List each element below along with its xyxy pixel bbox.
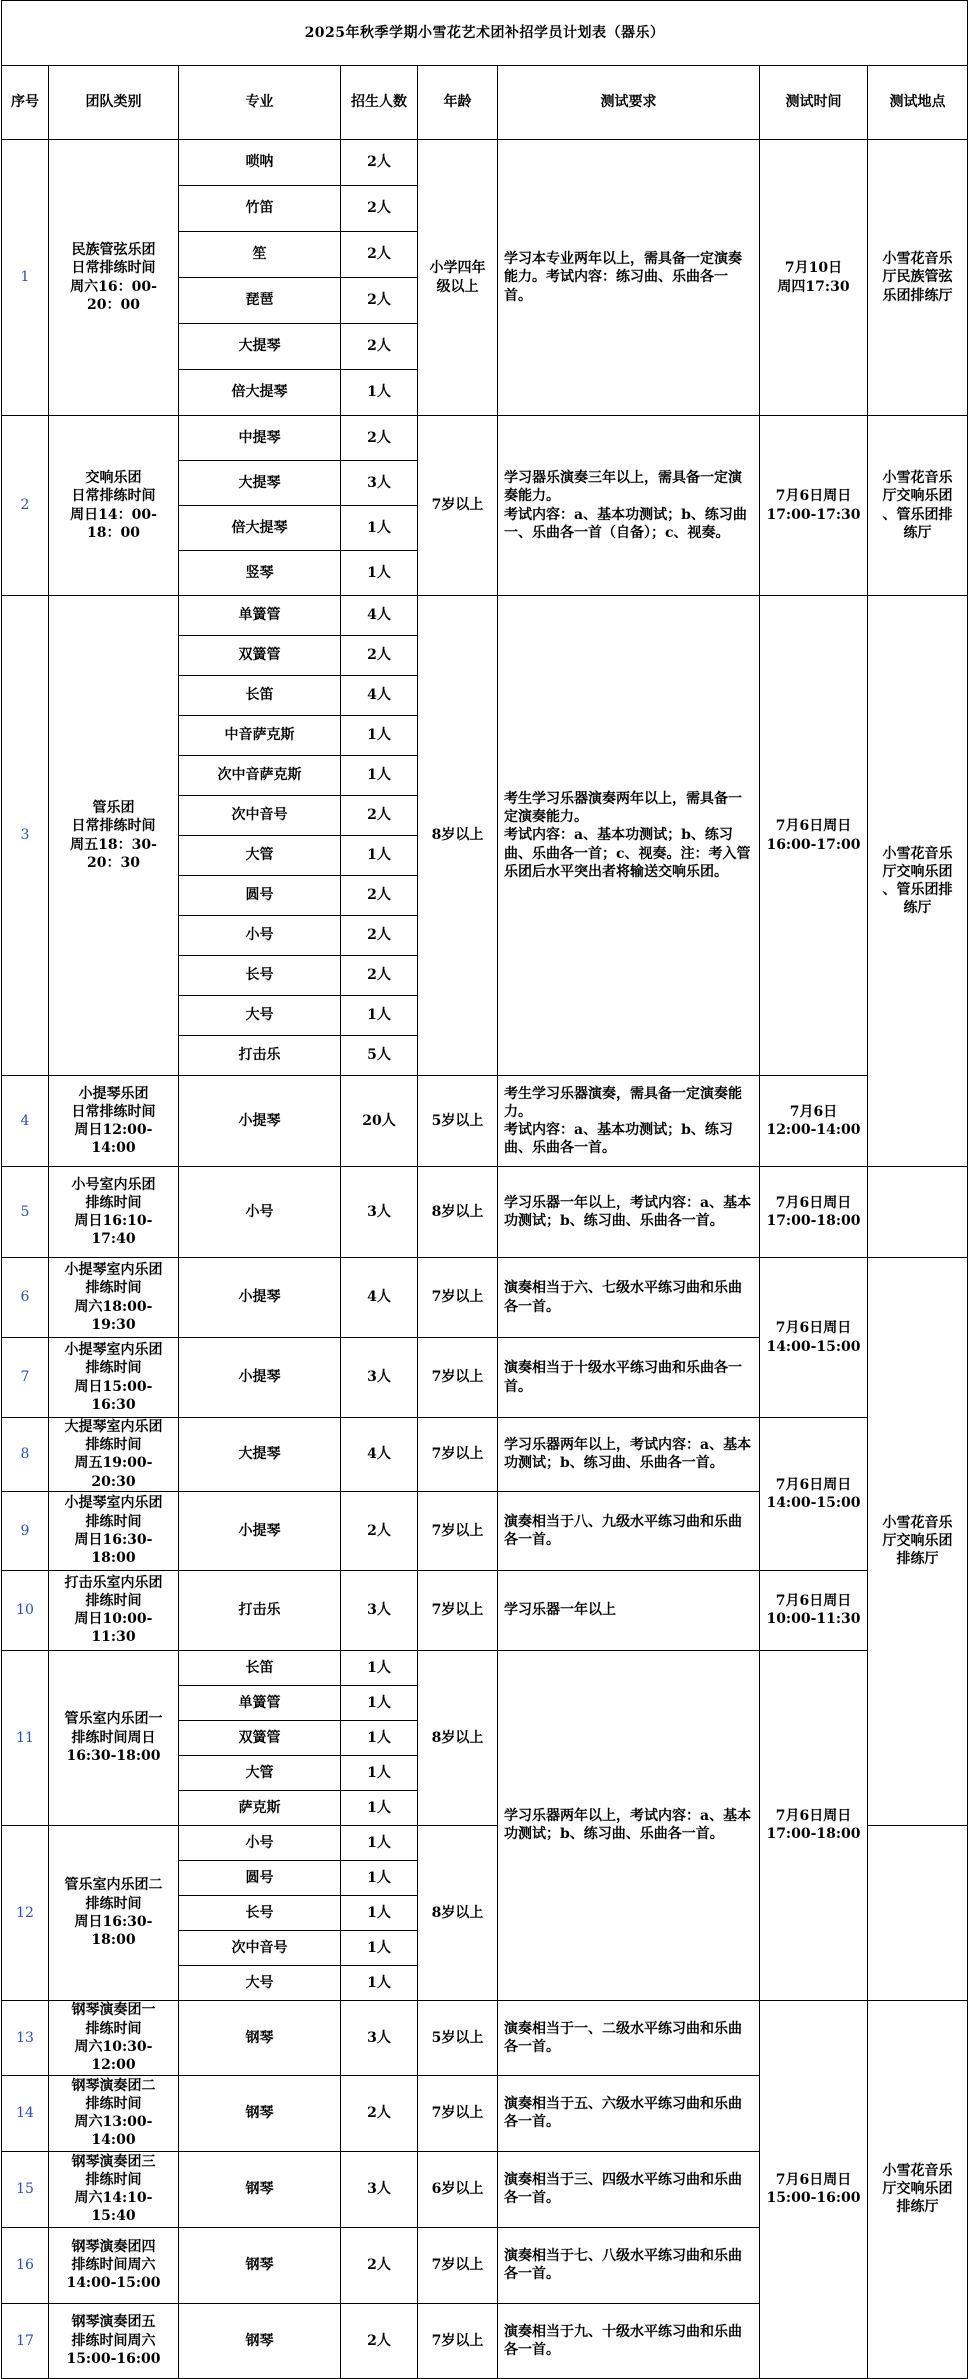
requirement-cell: 学习乐器一年以上，考试内容：a、基本功测试；b、练习曲、乐曲各一首。 [498,1167,760,1258]
requirement-cell: 学习乐器一年以上 [498,1570,760,1650]
quota-cell: 1人 [341,1825,418,1860]
quota-cell: 1人 [341,756,418,796]
major-cell: 钢琴 [179,2227,341,2303]
test-time-cell: 7月6日周日 15:00-16:00 [760,2000,868,2378]
row-number: 5 [2,1167,49,1258]
age-cell: 7岁以上 [418,1491,498,1570]
major-cell: 次中音号 [179,1930,341,1965]
team-category: 管乐室内乐团一 排练时间周日 16:30-18:00 [49,1650,179,1825]
header-row [2,66,968,140]
age-cell: 7岁以上 [418,1338,498,1418]
table-row [2,1650,968,1685]
team-category: 钢琴演奏团三 排练时间 周六14:10- 15:40 [49,2151,179,2227]
requirement-cell: 演奏相当于九、十级水平练习曲和乐曲各一首。 [498,2303,760,2378]
major-cell: 双簧管 [179,636,341,676]
major-cell: 单簧管 [179,1685,341,1720]
age-cell: 5岁以上 [418,2000,498,2075]
quota-cell: 1人 [341,716,418,756]
test-place-cell: 小雪花音乐 厅交响乐团 、管乐团排 练厅 [868,596,968,1167]
team-category: 小提琴室内乐团 排练时间 周六18:00- 19:30 [49,1258,179,1338]
major-cell: 长笛 [179,676,341,716]
requirement-cell: 演奏相当于三、四级水平练习曲和乐曲各一首。 [498,2151,760,2227]
table-row [2,1418,968,1492]
header-requirement: 测试要求 [498,66,760,140]
header-major: 专业 [179,66,341,140]
test-place-cell: 小雪花音乐 厅民族管弦 乐团排练厅 [868,140,968,416]
row-number: 8 [2,1418,49,1492]
quota-cell: 4人 [341,1258,418,1338]
major-cell: 单簧管 [179,596,341,636]
quota-cell: 2人 [341,2227,418,2303]
table-row [2,2000,968,2075]
team-category: 交响乐团 日常排练时间 周日14：00- 18：00 [49,416,179,596]
major-cell: 打击乐 [179,1570,341,1650]
table-row [2,1570,968,1650]
age-cell: 7岁以上 [418,1418,498,1492]
major-cell: 小提琴 [179,1258,341,1338]
test-time-cell: 7月6日 12:00-14:00 [760,1076,868,1167]
quota-cell: 2人 [341,796,418,836]
team-category: 钢琴演奏团一 排练时间 周六10:30- 12:00 [49,2000,179,2075]
major-cell: 琵琶 [179,278,341,324]
requirement-cell: 考生学习乐器演奏两年以上，需具备一定演奏能力。 考试内容：a、基本功测试；b、练习曲、乐曲各一首；c、视奏。注：考入管乐团后水平突出者将输送交响乐团。 [498,596,760,1076]
requirement-cell: 学习器乐演奏三年以上，需具备一定演奏能力。 考试内容：a、基本功测试；b、练习曲一、乐曲各一首（自备）；c、视奏。 [498,416,760,596]
row-number: 10 [2,1570,49,1650]
quota-cell: 2人 [341,876,418,916]
table-row [2,596,968,636]
quota-cell: 1人 [341,996,418,1036]
test-time-cell: 7月6日周日 16:00-17:00 [760,596,868,1076]
test-time-cell: 7月10日 周四17:30 [760,140,868,416]
quota-cell: 3人 [341,2151,418,2227]
major-cell: 小提琴 [179,1338,341,1418]
team-category: 钢琴演奏团五 排练时间周六 15:00-16:00 [49,2303,179,2378]
major-cell: 小提琴 [179,1076,341,1167]
plan-table-body [2,1,968,2379]
requirement-cell: 考生学习乐器演奏，需具备一定演奏能力。 考试内容：a、基本功测试；b、练习曲、乐曲各一首。 [498,1076,760,1167]
major-cell: 大号 [179,996,341,1036]
major-cell: 倍大提琴 [179,506,341,551]
quota-cell: 2人 [341,956,418,996]
quota-cell: 3人 [341,1338,418,1418]
quota-cell: 3人 [341,1570,418,1650]
row-number: 14 [2,2075,49,2151]
header-team: 团队类别 [49,66,179,140]
quota-cell: 2人 [341,1491,418,1570]
major-cell: 长号 [179,956,341,996]
team-category: 打击乐室内乐团 排练时间 周日10:00- 11:30 [49,1570,179,1650]
major-cell: 钢琴 [179,2075,341,2151]
table-row [2,1076,968,1167]
major-cell: 大提琴 [179,1418,341,1492]
row-number: 12 [2,1825,49,2000]
quota-cell: 3人 [341,1167,418,1258]
quota-cell: 1人 [341,1755,418,1790]
quota-cell: 4人 [341,596,418,636]
major-cell: 中音萨克斯 [179,716,341,756]
major-cell: 长号 [179,1895,341,1930]
quota-cell: 1人 [341,1860,418,1895]
header-time: 测试时间 [760,66,868,140]
row-number: 6 [2,1258,49,1338]
quota-cell: 4人 [341,1418,418,1492]
age-cell: 7岁以上 [418,1258,498,1338]
quota-cell: 1人 [341,1650,418,1685]
major-cell: 小号 [179,916,341,956]
major-cell: 唢呐 [179,140,341,186]
team-category: 管乐团 日常排练时间 周五18：30- 20：30 [49,596,179,1076]
requirement-cell: 演奏相当于五、六级水平练习曲和乐曲各一首。 [498,2075,760,2151]
quota-cell: 1人 [341,1790,418,1825]
major-cell: 长笛 [179,1650,341,1685]
age-cell: 7岁以上 [418,2303,498,2378]
age-cell: 7岁以上 [418,1570,498,1650]
row-number: 17 [2,2303,49,2378]
major-cell: 竖琴 [179,551,341,596]
team-category: 钢琴演奏团四 排练时间周六 14:00-15:00 [49,2227,179,2303]
age-cell: 7岁以上 [418,2075,498,2151]
major-cell: 小号 [179,1825,341,1860]
team-category: 小提琴乐团 日常排练时间 周日12:00- 14:00 [49,1076,179,1167]
age-cell: 8岁以上 [418,1650,498,1825]
requirement-cell: 演奏相当于一、二级水平练习曲和乐曲各一首。 [498,2000,760,2075]
age-cell: 8岁以上 [418,596,498,1076]
quota-cell: 2人 [341,140,418,186]
major-cell: 大管 [179,1755,341,1790]
team-category: 小提琴室内乐团 排练时间 周日16:30- 18:00 [49,1491,179,1570]
major-cell: 竹笛 [179,186,341,232]
row-number: 11 [2,1650,49,1825]
team-category: 小号室内乐团 排练时间 周日16:10- 17:40 [49,1167,179,1258]
quota-cell: 1人 [341,1895,418,1930]
requirement-cell: 学习乐器两年以上，考试内容：a、基本功测试；b、练习曲、乐曲各一首。 [498,1650,760,2000]
test-time-cell: 7月6日周日 17:00-17:30 [760,416,868,596]
age-cell: 7岁以上 [418,416,498,596]
major-cell: 钢琴 [179,2000,341,2075]
team-category: 民族管弦乐团 日常排练时间 周六16：00- 20：00 [49,140,179,416]
major-cell: 萨克斯 [179,1790,341,1825]
major-cell: 圆号 [179,876,341,916]
page-title: 2025年秋季学期小雪花艺术团补招学员计划表（器乐） [2,1,968,66]
requirement-cell: 学习乐器两年以上，考试内容：a、基本功测试；b、练习曲、乐曲各一首。 [498,1418,760,1492]
major-cell: 倍大提琴 [179,370,341,416]
quota-cell: 1人 [341,1685,418,1720]
major-cell: 大管 [179,836,341,876]
quota-cell: 2人 [341,278,418,324]
major-cell: 中提琴 [179,416,341,461]
major-cell: 小提琴 [179,1491,341,1570]
test-place-cell [868,1825,968,2000]
age-cell: 7岁以上 [418,2227,498,2303]
requirement-cell: 演奏相当于八、九级水平练习曲和乐曲各一首。 [498,1491,760,1570]
row-number: 1 [2,140,49,416]
row-number: 2 [2,416,49,596]
quota-cell: 3人 [341,2000,418,2075]
major-cell: 双簧管 [179,1720,341,1755]
quota-cell: 3人 [341,461,418,506]
major-cell: 钢琴 [179,2151,341,2227]
age-cell: 5岁以上 [418,1076,498,1167]
row-number: 4 [2,1076,49,1167]
quota-cell: 2人 [341,2075,418,2151]
major-cell: 大提琴 [179,324,341,370]
age-cell: 6岁以上 [418,2151,498,2227]
age-cell: 小学四年 级以上 [418,140,498,416]
quota-cell: 4人 [341,676,418,716]
requirement-cell: 演奏相当于六、七级水平练习曲和乐曲各一首。 [498,1258,760,1338]
quota-cell: 2人 [341,416,418,461]
test-place-cell: 小雪花音乐 厅交响乐团 排练厅 [868,2000,968,2378]
test-place-cell [868,1167,968,1258]
quota-cell: 1人 [341,551,418,596]
test-time-cell: 7月6日周日 14:00-15:00 [760,1418,868,1571]
quota-cell: 2人 [341,916,418,956]
test-place-cell: 小雪花音乐 厅交响乐团 排练厅 [868,1258,968,1826]
requirement-cell: 演奏相当于十级水平练习曲和乐曲各一首。 [498,1338,760,1418]
row-number: 9 [2,1491,49,1570]
age-cell: 8岁以上 [418,1825,498,2000]
header-no: 序号 [2,66,49,140]
quota-cell: 1人 [341,1930,418,1965]
team-category: 小提琴室内乐团 排练时间 周日15:00- 16:30 [49,1338,179,1418]
quota-cell: 2人 [341,232,418,278]
major-cell: 小号 [179,1167,341,1258]
header-place: 测试地点 [868,66,968,140]
major-cell: 次中音萨克斯 [179,756,341,796]
title-row [2,1,968,66]
major-cell: 大号 [179,1965,341,2000]
table-row [2,140,968,186]
team-category: 钢琴演奏团二 排练时间 周六13:00- 14:00 [49,2075,179,2151]
quota-cell: 2人 [341,636,418,676]
table-row [2,1167,968,1258]
test-time-cell: 7月6日周日 10:00-11:30 [760,1570,868,1650]
age-cell: 8岁以上 [418,1167,498,1258]
requirement-cell: 学习本专业两年以上，需具备一定演奏能力。考试内容：练习曲、乐曲各一首。 [498,140,760,416]
major-cell: 大提琴 [179,461,341,506]
major-cell: 圆号 [179,1860,341,1895]
quota-cell: 2人 [341,186,418,232]
team-category: 大提琴室内乐团 排练时间 周五19:00- 20:30 [49,1418,179,1492]
quota-cell: 1人 [341,370,418,416]
quota-cell: 2人 [341,2303,418,2378]
row-number: 3 [2,596,49,1076]
quota-cell: 5人 [341,1036,418,1076]
row-number: 13 [2,2000,49,2075]
plan-table [1,0,968,2379]
major-cell: 笙 [179,232,341,278]
quota-cell: 1人 [341,1965,418,2000]
test-time-cell: 7月6日周日 17:00-18:00 [760,1650,868,2000]
test-time-cell: 7月6日周日 17:00-18:00 [760,1167,868,1258]
table-row [2,416,968,461]
test-place-cell: 小雪花音乐 厅交响乐团 、管乐团排 练厅 [868,416,968,596]
quota-cell: 2人 [341,324,418,370]
row-number: 7 [2,1338,49,1418]
major-cell: 次中音号 [179,796,341,836]
quota-cell: 1人 [341,506,418,551]
header-age: 年龄 [418,66,498,140]
quota-cell: 1人 [341,836,418,876]
major-cell: 钢琴 [179,2303,341,2378]
requirement-cell: 演奏相当于七、八级水平练习曲和乐曲各一首。 [498,2227,760,2303]
header-quota: 招生人数 [341,66,418,140]
row-number: 16 [2,2227,49,2303]
major-cell: 打击乐 [179,1036,341,1076]
table-row [2,1258,968,1338]
quota-cell: 1人 [341,1720,418,1755]
test-time-cell: 7月6日周日 14:00-15:00 [760,1258,868,1418]
team-category: 管乐室内乐团二 排练时间 周日16:30- 18:00 [49,1825,179,2000]
row-number: 15 [2,2151,49,2227]
quota-cell: 20人 [341,1076,418,1167]
